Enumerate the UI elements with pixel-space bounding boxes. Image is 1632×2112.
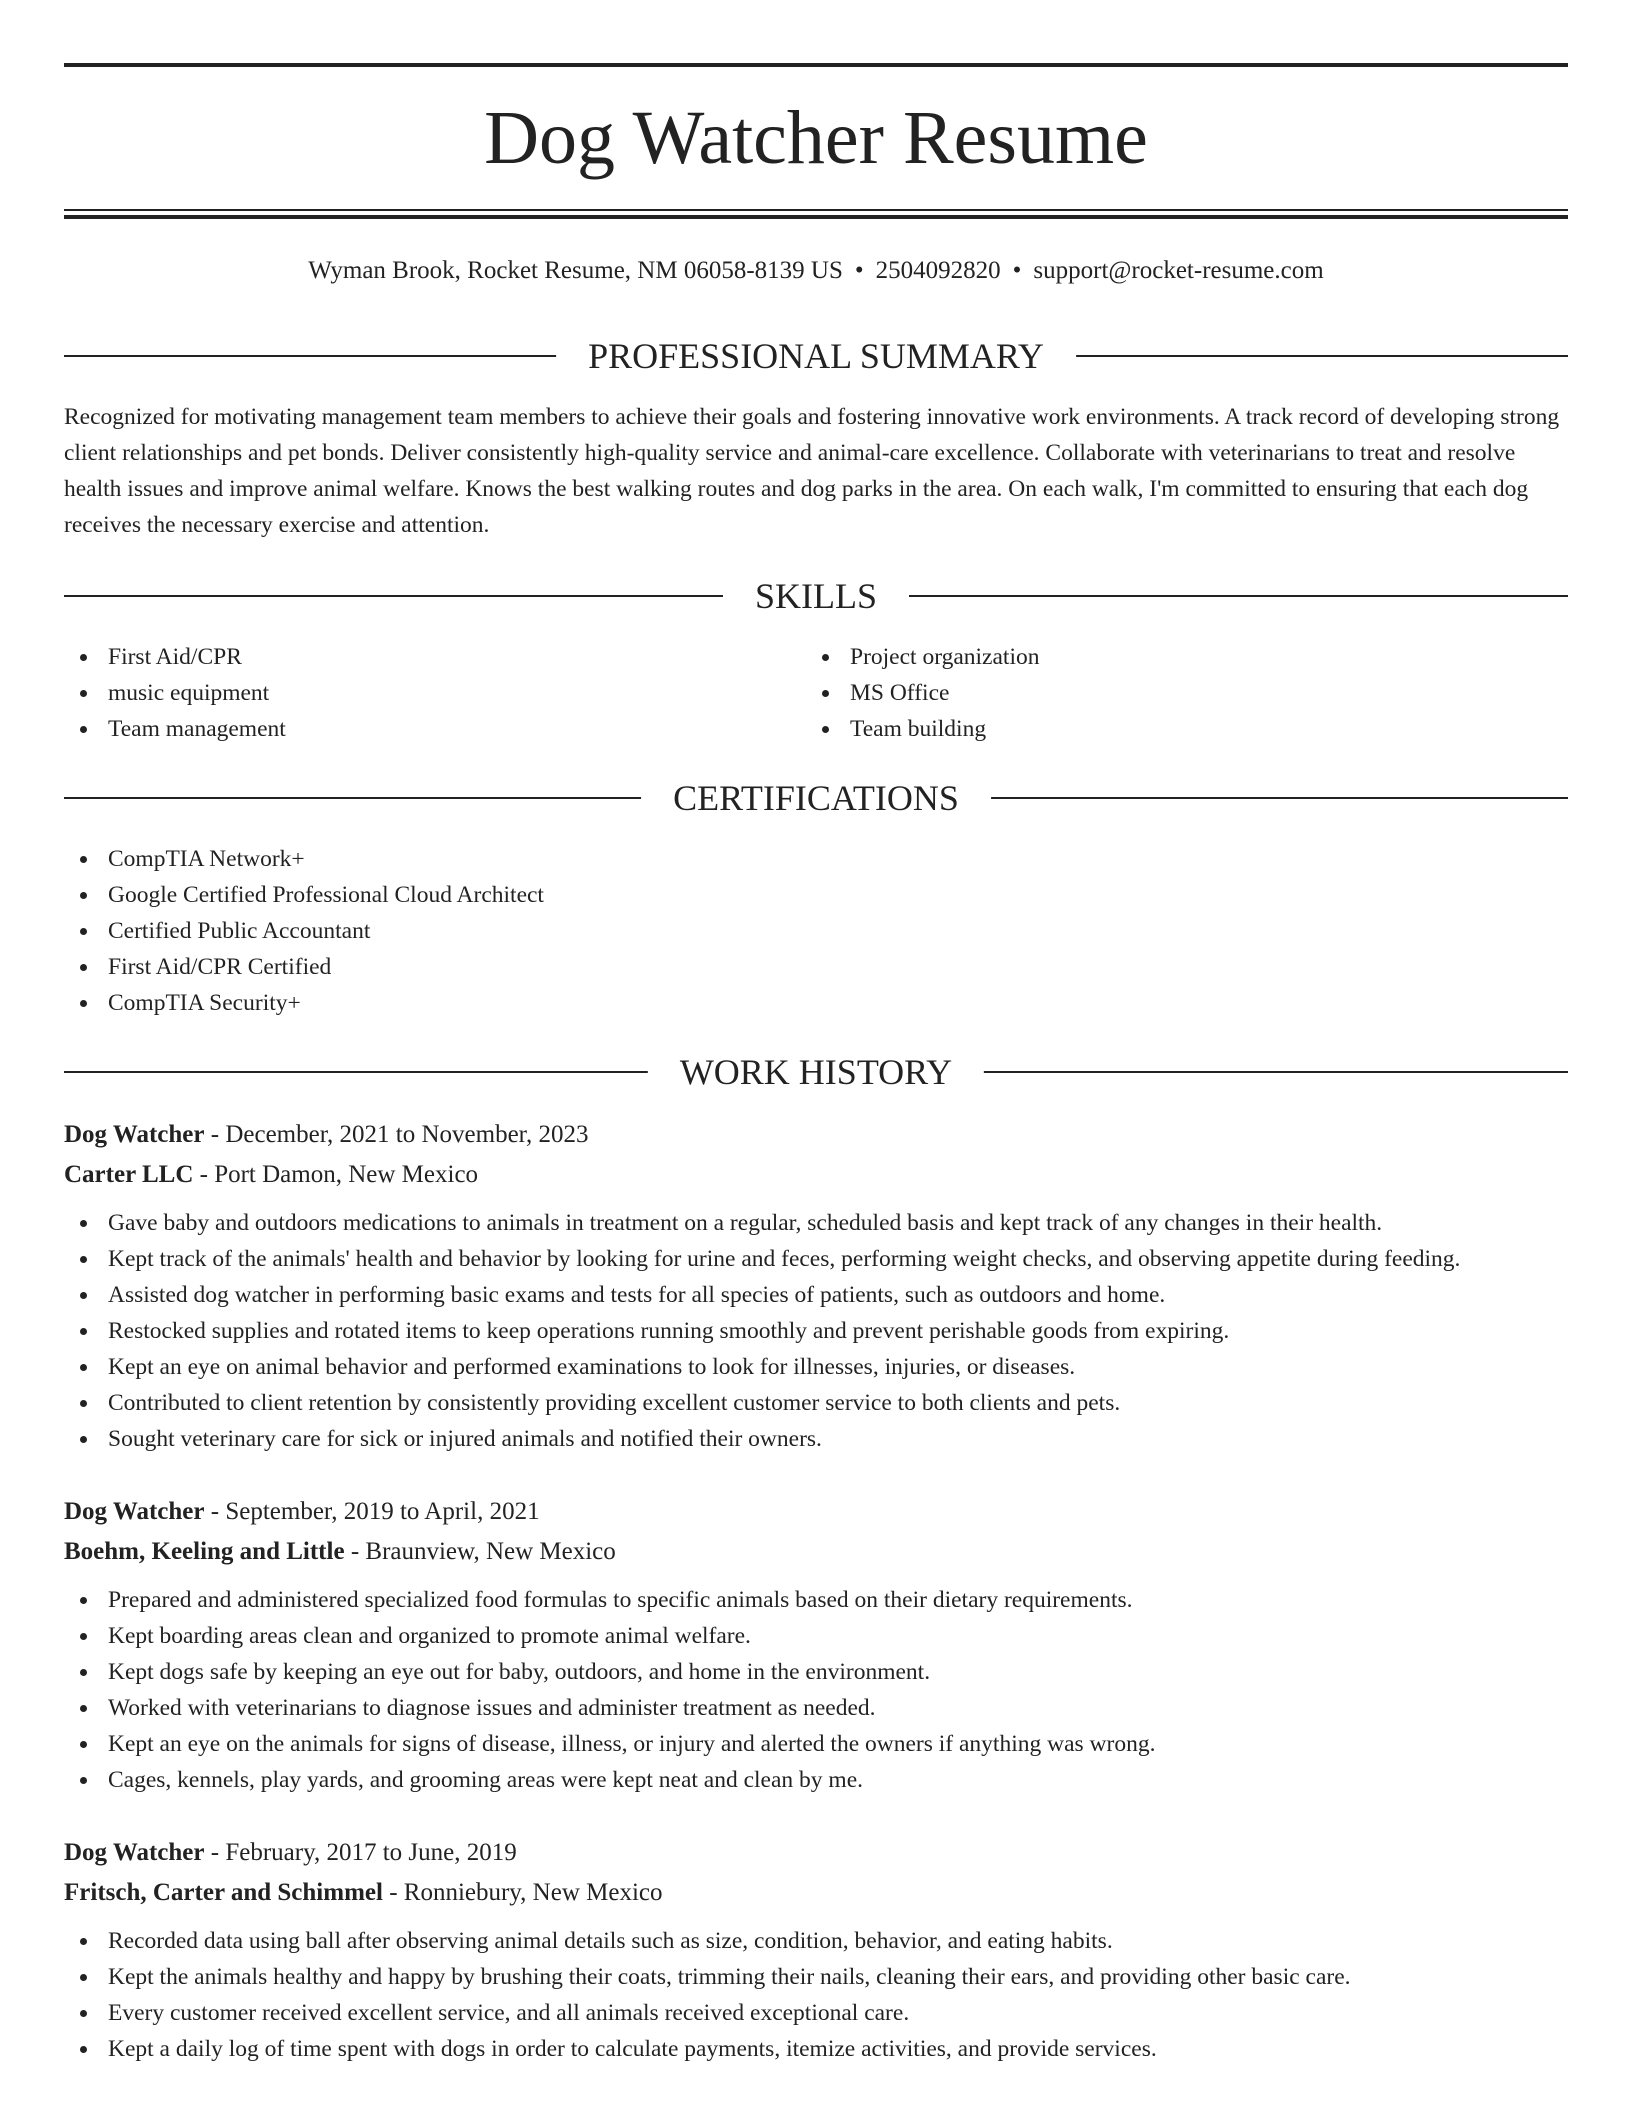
skills-list-left	[64, 639, 286, 747]
contact-email: support@rocket-resume.com	[1033, 257, 1324, 284]
top-rule	[64, 63, 1568, 67]
summary-heading-label: PROFESSIONAL SUMMARY	[556, 334, 1076, 378]
skill-item: Team management	[64, 711, 286, 747]
skill-item: Team building	[806, 711, 1039, 747]
contact-address: Wyman Brook, Rocket Resume, NM 06058-8139 US	[308, 257, 843, 284]
job-company: Fritsch, Carter and Schimmel	[64, 1879, 383, 1906]
job-bullet: Sought veterinary care for sick or injured animals and notified their owners.	[64, 1421, 1568, 1457]
certification-item: CompTIA Security+	[64, 985, 1568, 1021]
job-bullets	[64, 1582, 1568, 1798]
job-location: Ronniebury, New Mexico	[403, 1879, 663, 1906]
contact-separator: •	[1012, 257, 1022, 284]
job-dates: September, 2019 to April, 2021	[225, 1498, 540, 1525]
skills-list-right	[806, 639, 1039, 747]
job-title-line: Dog Watcher - December, 2021 to November, 2023	[64, 1121, 589, 1148]
job-bullet: Kept the animals healthy and happy by brushing their coats, trimming their nails, cleaning their ears, and providing other basic care.	[64, 1959, 1568, 1995]
job-company-line: Carter LLC - Port Damon, New Mexico	[64, 1161, 479, 1188]
job-bullet: Kept track of the animals' health and behavior by looking for urine and feces, performing weight checks, and observing appetite during feeding.	[64, 1241, 1568, 1277]
job-company: Boehm, Keeling and Little	[64, 1538, 345, 1565]
certifications-list	[64, 841, 1568, 1021]
skills-heading	[64, 574, 1568, 618]
certification-item: Certified Public Accountant	[64, 913, 1568, 949]
job-dates: December, 2021 to November, 2023	[225, 1121, 589, 1148]
job-title: Dog Watcher	[64, 1839, 205, 1866]
job-bullet: Kept an eye on animal behavior and performed examinations to look for illnesses, injuries, or diseases.	[64, 1349, 1568, 1385]
job-bullet: Gave baby and outdoors medications to animals in treatment on a regular, scheduled basis and kept track of any changes in their health.	[64, 1205, 1568, 1241]
job-bullet: Kept dogs safe by keeping an eye out for baby, outdoors, and home in the environment.	[64, 1654, 1568, 1690]
job-bullet: Kept an eye on the animals for signs of disease, illness, or injury and alerted the owners if anything was wrong.	[64, 1726, 1568, 1762]
skill-item: MS Office	[806, 675, 1039, 711]
certification-item: CompTIA Network+	[64, 841, 1568, 877]
certifications-heading	[64, 776, 1568, 820]
job-bullets	[64, 1205, 1568, 1457]
job-dates: February, 2017 to June, 2019	[225, 1839, 517, 1866]
job-bullet: Contributed to client retention by consistently providing excellent customer service to both clients and pets.	[64, 1385, 1568, 1421]
contact-line	[64, 254, 1568, 288]
job-bullet: Recorded data using ball after observing animal details such as size, condition, behavior, and eating habits.	[64, 1923, 1568, 1959]
job-company-line: Fritsch, Carter and Schimmel - Ronniebury, New Mexico	[64, 1879, 663, 1906]
job-location: Port Damon, New Mexico	[214, 1161, 479, 1188]
title-rule-upper	[64, 209, 1568, 211]
page-title: Dog Watcher Resume	[484, 96, 1148, 180]
job-title-line: Dog Watcher - February, 2017 to June, 2019	[64, 1839, 517, 1866]
job-bullet: Kept a daily log of time spent with dogs in order to calculate payments, itemize activities, and provide services.	[64, 2031, 1568, 2067]
job-bullet: Kept boarding areas clean and organized to promote animal welfare.	[64, 1618, 1568, 1654]
job-title-line: Dog Watcher - September, 2019 to April, 2021	[64, 1498, 540, 1525]
job-entry	[64, 1833, 1568, 2067]
job-location: Braunview, New Mexico	[365, 1538, 616, 1565]
certification-item: First Aid/CPR Certified	[64, 949, 1568, 985]
summary-text: Recognized for motivating management team members to achieve their goals and fostering innovative work environments. A track record of developing strong client relationships and pet bonds. Deliver consistently high-quality service and animal-care excellence. Collaborate with veterinarians to treat and resolve health issues and improve animal welfare. Knows the best walking routes and dog parks in the area. On each walk, I'm committed to ensuring that each dog receives the necessary exercise and attention.	[64, 404, 1560, 538]
skill-item: music equipment	[64, 675, 286, 711]
job-entry	[64, 1115, 1568, 1457]
job-bullet: Restocked supplies and rotated items to keep operations running smoothly and prevent perishable goods from expiring.	[64, 1313, 1568, 1349]
skill-item: Project organization	[806, 639, 1039, 675]
certifications-heading-label: CERTIFICATIONS	[641, 776, 991, 820]
work-history-heading-label: WORK HISTORY	[648, 1050, 984, 1094]
job-entry	[64, 1492, 1568, 1798]
job-bullet: Cages, kennels, play yards, and grooming areas were kept neat and clean by me.	[64, 1762, 1568, 1798]
work-history-heading	[64, 1050, 1568, 1094]
title-rule-lower	[64, 215, 1568, 219]
job-bullet: Every customer received excellent service, and all animals received exceptional care.	[64, 1995, 1568, 2031]
job-company: Carter LLC	[64, 1161, 194, 1188]
job-company-line: Boehm, Keeling and Little - Braunview, New Mexico	[64, 1538, 616, 1565]
job-bullets	[64, 1923, 1568, 2067]
job-bullet: Assisted dog watcher in performing basic exams and tests for all species of patients, such as outdoors and home.	[64, 1277, 1568, 1313]
contact-phone: 2504092820	[875, 257, 1001, 284]
summary-heading	[64, 334, 1568, 378]
contact-separator: •	[854, 257, 864, 284]
skills-heading-label: SKILLS	[723, 574, 909, 618]
certification-item: Google Certified Professional Cloud Architect	[64, 877, 1568, 913]
job-bullet: Prepared and administered specialized food formulas to specific animals based on their dietary requirements.	[64, 1582, 1568, 1618]
job-title: Dog Watcher	[64, 1498, 205, 1525]
job-bullet: Worked with veterinarians to diagnose issues and administer treatment as needed.	[64, 1690, 1568, 1726]
skill-item: First Aid/CPR	[64, 639, 286, 675]
job-title: Dog Watcher	[64, 1121, 205, 1148]
